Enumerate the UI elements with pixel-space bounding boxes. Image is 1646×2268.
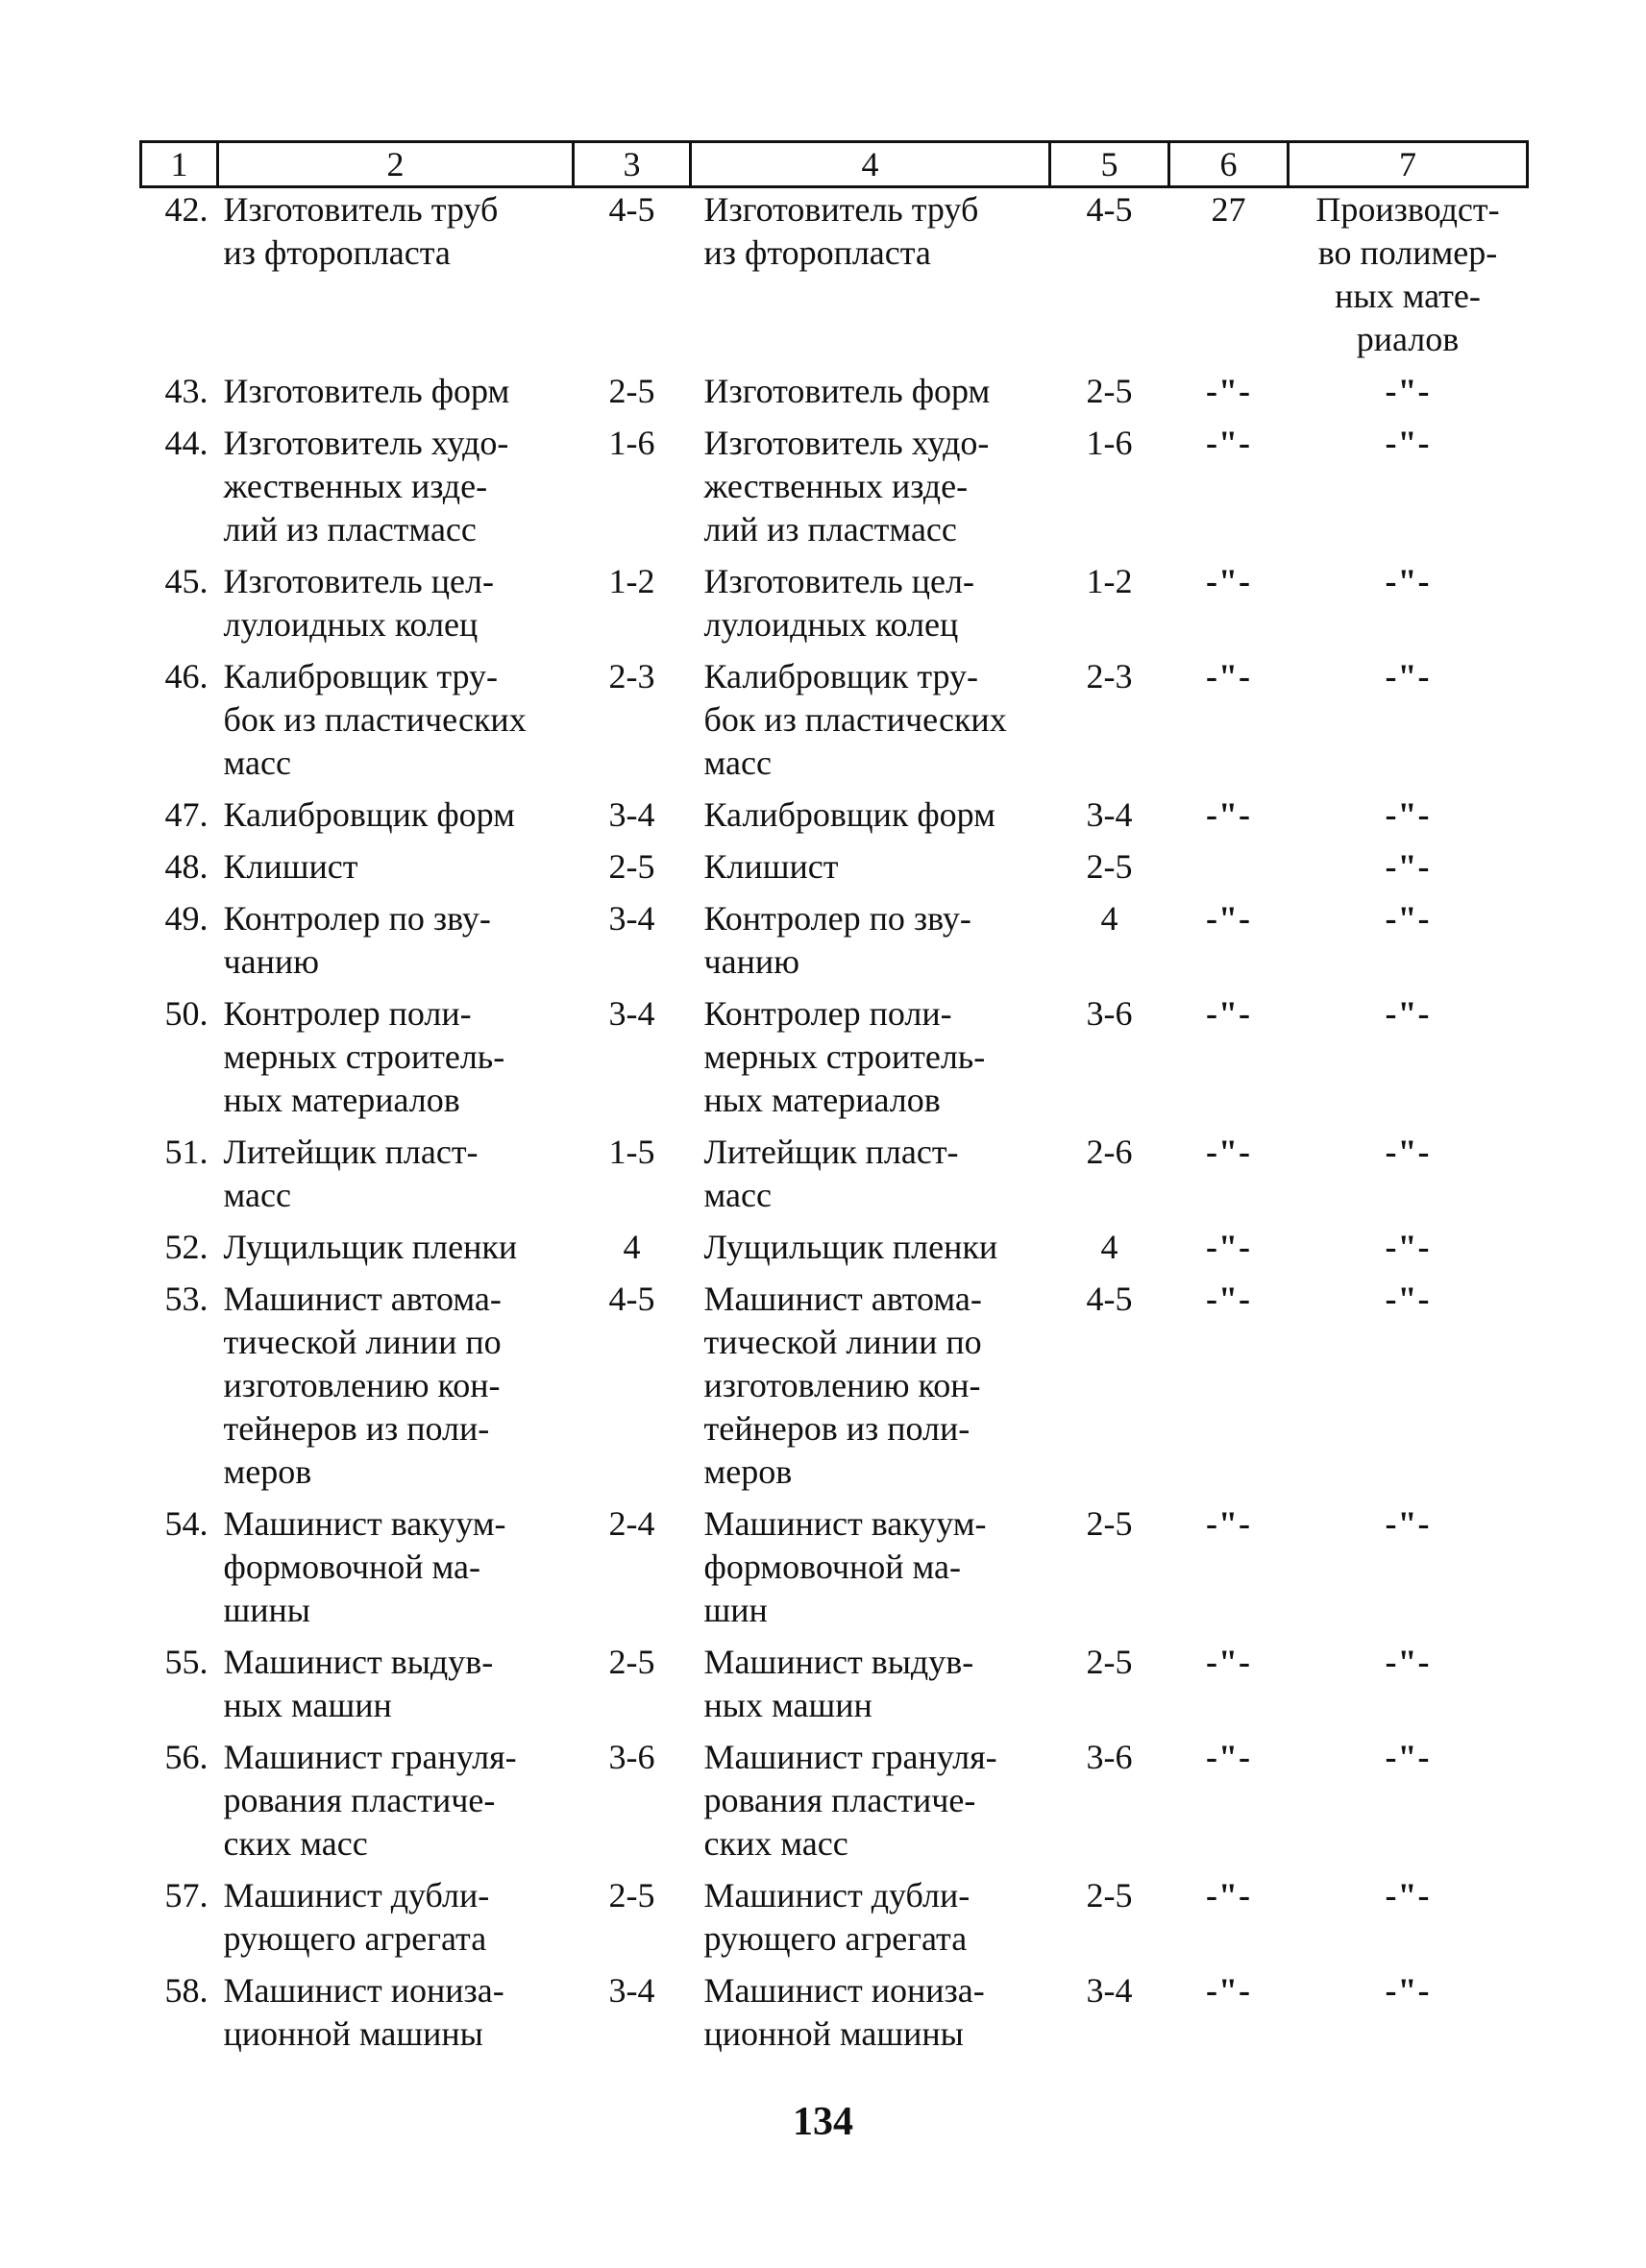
row-number: 56.	[164, 1738, 209, 1776]
grade-range: 4-5	[608, 1280, 655, 1318]
production-section: Производст- во полимер- ных мате- риалов	[1315, 190, 1500, 358]
table-row	[141, 1874, 1528, 1969]
table-row	[141, 845, 1528, 897]
header-cell-4: 4	[691, 142, 1050, 187]
grade-range-new: 4	[1100, 1228, 1118, 1266]
production-section: -"-	[1385, 1133, 1431, 1171]
section-code: -"-	[1206, 1504, 1251, 1543]
row-number: 58.	[164, 1971, 209, 2010]
grade-range: 3-4	[608, 795, 655, 834]
table-row	[141, 187, 1528, 371]
production-section: -"-	[1385, 657, 1431, 695]
row-number: 42.	[164, 190, 209, 229]
header-row	[141, 142, 1528, 187]
row-number: 47.	[164, 795, 209, 834]
row-number: 52.	[164, 1228, 209, 1266]
grade-range-new: 4-5	[1086, 190, 1133, 229]
row-number: 54.	[164, 1504, 209, 1543]
section-code: 27	[1211, 190, 1246, 229]
row-number: 48.	[164, 847, 209, 886]
row-number: 57.	[164, 1876, 209, 1914]
grade-range-new: 2-5	[1086, 1643, 1133, 1681]
production-section: -"-	[1385, 795, 1431, 834]
profession-name-new: Машинист выдув- ных машин	[703, 1643, 974, 1724]
section-code: -"-	[1206, 1133, 1251, 1171]
grade-range-new: 2-5	[1086, 372, 1133, 410]
table-row	[141, 1278, 1528, 1502]
row-number: 43.	[164, 372, 209, 410]
section-code: -"-	[1206, 899, 1251, 938]
grade-range-new: 4-5	[1086, 1280, 1133, 1318]
profession-name: Машинист дубли- рующего агрегата	[223, 1876, 490, 1958]
table-row	[141, 655, 1528, 793]
production-section: -"-	[1385, 1280, 1431, 1318]
row-number: 44.	[164, 424, 209, 462]
row-number: 46.	[164, 657, 209, 695]
grade-range: 3-4	[608, 899, 655, 938]
table-row	[141, 370, 1528, 422]
professions-table	[139, 140, 1529, 2064]
profession-name-new: Калибровщик форм	[703, 795, 995, 834]
section-code: -"-	[1206, 1738, 1251, 1776]
page-number: 134	[793, 2100, 853, 2144]
header-cell-2: 2	[218, 142, 574, 187]
profession-name-new: Контролер поли- мерных строитель- ных материалов	[703, 994, 986, 1119]
grade-range-new: 3-6	[1086, 1738, 1133, 1776]
section-code: -"-	[1206, 1971, 1251, 2010]
table-row	[141, 1641, 1528, 1736]
profession-name-new: Литейщик пласт- масс	[703, 1133, 959, 1214]
grade-range-new: 2-6	[1086, 1133, 1133, 1171]
grade-range: 1-5	[608, 1133, 655, 1171]
table-body	[141, 187, 1528, 2065]
table-row	[141, 992, 1528, 1131]
grade-range: 3-4	[608, 1971, 655, 2010]
section-code: -"-	[1206, 562, 1251, 600]
profession-name-new: Изготовитель худо- жественных изде- лий из пластмасс	[703, 424, 990, 549]
grade-range: 2-4	[608, 1504, 655, 1543]
header-cell-3: 3	[574, 142, 691, 187]
profession-name: Изготовитель худо- жественных изде- лий из пластмасс	[223, 424, 509, 549]
grade-range: 3-6	[608, 1738, 655, 1776]
row-number: 49.	[164, 899, 209, 938]
production-section: -"-	[1385, 1504, 1431, 1543]
profession-name: Машинист иониза- ционной машины	[223, 1971, 504, 2053]
grade-range-new: 1-2	[1086, 562, 1133, 600]
production-section: -"-	[1385, 847, 1431, 886]
profession-name: Изготовитель труб из фторопласта	[223, 190, 499, 272]
profession-name-new: Контролер по зву- чанию	[703, 899, 971, 981]
header-cell-1: 1	[141, 142, 218, 187]
profession-name: Литейщик пласт- масс	[223, 1133, 479, 1214]
section-code: -"-	[1206, 1280, 1251, 1318]
production-section: -"-	[1385, 1228, 1431, 1266]
table-row	[141, 1226, 1528, 1278]
row-number: 50.	[164, 994, 209, 1033]
grade-range-new: 3-6	[1086, 994, 1133, 1033]
table-row	[141, 1502, 1528, 1641]
profession-name-new: Калибровщик тру- бок из пластических масс	[703, 657, 1007, 782]
production-section: -"-	[1385, 1738, 1431, 1776]
grade-range-new: 2-3	[1086, 657, 1133, 695]
grade-range: 4-5	[608, 190, 655, 229]
grade-range-new: 2-5	[1086, 847, 1133, 886]
profession-name: Машинист вакуум- формовочной ма- шины	[223, 1504, 506, 1629]
profession-name: Изготовитель форм	[223, 372, 510, 410]
row-number: 51.	[164, 1133, 209, 1171]
profession-name-new: Машинист вакуум- формовочной ма- шин	[703, 1504, 987, 1629]
grade-range: 2-5	[608, 1643, 655, 1681]
table-row	[141, 1969, 1528, 2064]
grade-range: 2-5	[608, 372, 655, 410]
profession-name-new: Лущильщик пленки	[703, 1228, 998, 1266]
profession-name: Калибровщик форм	[223, 795, 515, 834]
section-code: -"-	[1206, 372, 1251, 410]
profession-name: Лущильщик пленки	[223, 1228, 518, 1266]
profession-name-new: Изготовитель цел- лулоидных колец	[703, 562, 974, 644]
grade-range: 1-2	[608, 562, 655, 600]
production-section: -"-	[1385, 372, 1431, 410]
grade-range: 1-6	[608, 424, 655, 462]
production-section: -"-	[1385, 899, 1431, 938]
grade-range-new: 3-4	[1086, 795, 1133, 834]
section-code: -"-	[1206, 424, 1251, 462]
section-code: -"-	[1206, 1643, 1251, 1681]
table-row	[141, 793, 1528, 845]
section-code: -"-	[1206, 1876, 1251, 1914]
table-row	[141, 422, 1528, 560]
profession-name-new: Изготовитель труб из фторопласта	[703, 190, 979, 272]
table-row	[141, 1736, 1528, 1874]
header-cell-6: 6	[1169, 142, 1289, 187]
document-page	[139, 140, 1526, 2064]
section-code: -"-	[1206, 1228, 1251, 1266]
profession-name: Контролер поли- мерных строитель- ных материалов	[223, 994, 505, 1119]
row-number: 45.	[164, 562, 209, 600]
profession-name-new: Клишист	[703, 847, 839, 886]
table-row	[141, 1131, 1528, 1226]
grade-range: 4	[623, 1228, 641, 1266]
grade-range: 2-5	[608, 847, 655, 886]
profession-name: Машинист автома- тической линии по изготовлению кон- тейнеров из поли- меров	[223, 1280, 502, 1491]
production-section: -"-	[1385, 562, 1431, 600]
row-number: 55.	[164, 1643, 209, 1681]
grade-range-new: 4	[1100, 899, 1118, 938]
profession-name: Контролер по зву- чанию	[223, 899, 491, 981]
grade-range: 3-4	[608, 994, 655, 1033]
production-section: -"-	[1385, 994, 1431, 1033]
production-section: -"-	[1385, 1971, 1431, 2010]
profession-name: Калибровщик тру- бок из пластических масс	[223, 657, 527, 782]
production-section: -"-	[1385, 1643, 1431, 1681]
table-row	[141, 560, 1528, 655]
profession-name: Клишист	[223, 847, 358, 886]
profession-name: Машинист грануля- рования пластиче- ских масс	[223, 1738, 517, 1863]
production-section: -"-	[1385, 1876, 1431, 1914]
grade-range: 2-5	[608, 1876, 655, 1914]
profession-name: Изготовитель цел- лулоидных колец	[223, 562, 494, 644]
section-code: -"-	[1206, 657, 1251, 695]
grade-range-new: 3-4	[1086, 1971, 1133, 2010]
profession-name-new: Изготовитель форм	[703, 372, 991, 410]
section-code	[1169, 845, 1289, 897]
grade-range-new: 2-5	[1086, 1876, 1133, 1914]
row-number: 53.	[164, 1280, 209, 1318]
profession-name: Машинист выдув- ных машин	[223, 1643, 494, 1724]
grade-range-new: 2-5	[1086, 1504, 1133, 1543]
profession-name-new: Машинист дубли- рующего агрегата	[703, 1876, 970, 1958]
grade-range-new: 1-6	[1086, 424, 1133, 462]
table-row	[141, 897, 1528, 992]
profession-name-new: Машинист автома- тической линии по изготовлению кон- тейнеров из поли- меров	[703, 1280, 982, 1491]
header-cell-7: 7	[1289, 142, 1528, 187]
grade-range: 2-3	[608, 657, 655, 695]
header-cell-5: 5	[1050, 142, 1169, 187]
profession-name-new: Машинист иониза- ционной машины	[703, 1971, 985, 2053]
production-section: -"-	[1385, 424, 1431, 462]
section-code: -"-	[1206, 795, 1251, 834]
section-code: -"-	[1206, 994, 1251, 1033]
profession-name-new: Машинист грануля- рования пластиче- ских масс	[703, 1738, 997, 1863]
